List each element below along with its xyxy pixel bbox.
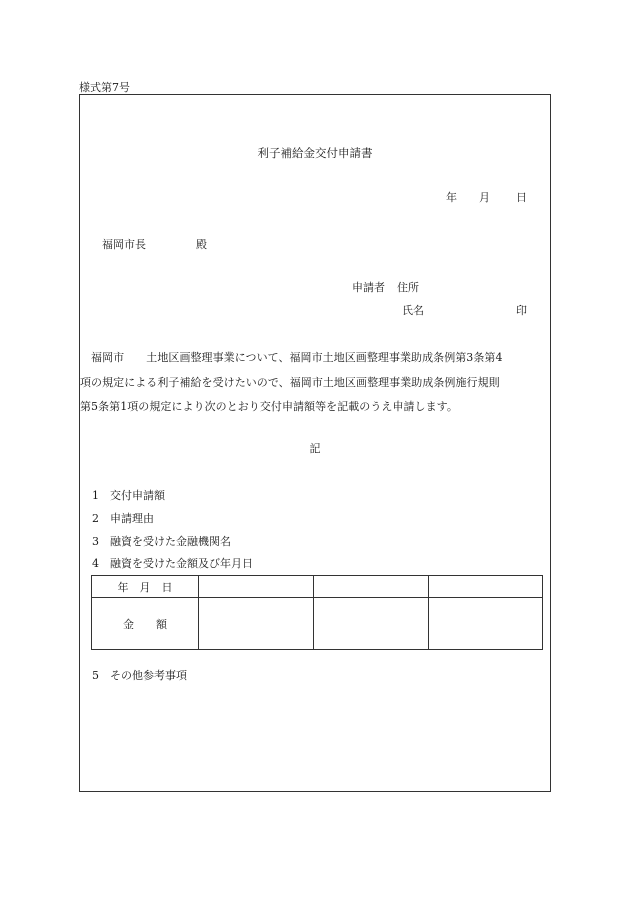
form-number: 様式第7号 xyxy=(79,81,130,94)
item-other-notes xyxy=(92,667,187,683)
item-reason xyxy=(92,510,154,526)
statement-line: 第5条第1項の規定により次のとおり交付申請額等を記載のうえ申請します。 xyxy=(80,400,458,413)
loan-date-cell[interactable] xyxy=(314,576,429,598)
item-label: 融資を受けた金融機関名 xyxy=(110,535,231,548)
applicant-address-label: 住所 xyxy=(397,281,419,294)
form-frame xyxy=(79,94,551,792)
form-title: 利子補給金交付申請書 xyxy=(257,146,373,160)
date-year-label: 年 xyxy=(446,191,457,204)
item-label: 申請理由 xyxy=(110,512,154,525)
item-grant-amount xyxy=(92,487,165,503)
table-row xyxy=(92,576,543,598)
date-month-label: 月 xyxy=(479,191,490,204)
addressee-name: 福岡市長 xyxy=(102,238,146,251)
loan-amount-cell[interactable] xyxy=(429,598,543,650)
loan-amount-cell[interactable] xyxy=(314,598,429,650)
loan-date-header: 年 月 日 xyxy=(92,576,199,598)
loan-date-cell[interactable] xyxy=(199,576,314,598)
item-label: その他参考事項 xyxy=(110,669,187,682)
application-statement xyxy=(80,346,544,420)
item-loan-amount-date xyxy=(92,555,253,571)
loan-date-cell[interactable] xyxy=(429,576,543,598)
item-number: 1 xyxy=(92,489,99,502)
applicant-label: 申請者 xyxy=(352,281,385,294)
item-number: 2 xyxy=(92,512,99,525)
statement-line: 福岡市 土地区画整理事業について、福岡市土地区画整理事業助成条例第3条第4 xyxy=(80,351,503,364)
item-lender-name xyxy=(92,533,231,549)
item-number: 4 xyxy=(92,557,99,570)
applicant-name-label: 氏名 xyxy=(402,304,424,317)
item-label: 交付申請額 xyxy=(110,489,165,502)
date-day-label: 日 xyxy=(516,191,527,204)
item-number: 3 xyxy=(92,535,99,548)
loan-amount-cell[interactable] xyxy=(199,598,314,650)
item-number: 5 xyxy=(92,669,99,682)
table-row xyxy=(92,598,543,650)
ki-heading: 記 xyxy=(309,442,321,455)
statement-line: 項の規定による利子補給を受けたいので、福岡市土地区画整理事業助成条例施行規則 xyxy=(80,375,500,389)
loan-amount-header: 金 額 xyxy=(92,598,199,650)
item-label: 融資を受けた金額及び年月日 xyxy=(110,557,253,570)
addressee-honorific: 殿 xyxy=(196,238,207,251)
applicant-seal-label: 印 xyxy=(516,304,527,317)
loan-table xyxy=(91,575,543,650)
